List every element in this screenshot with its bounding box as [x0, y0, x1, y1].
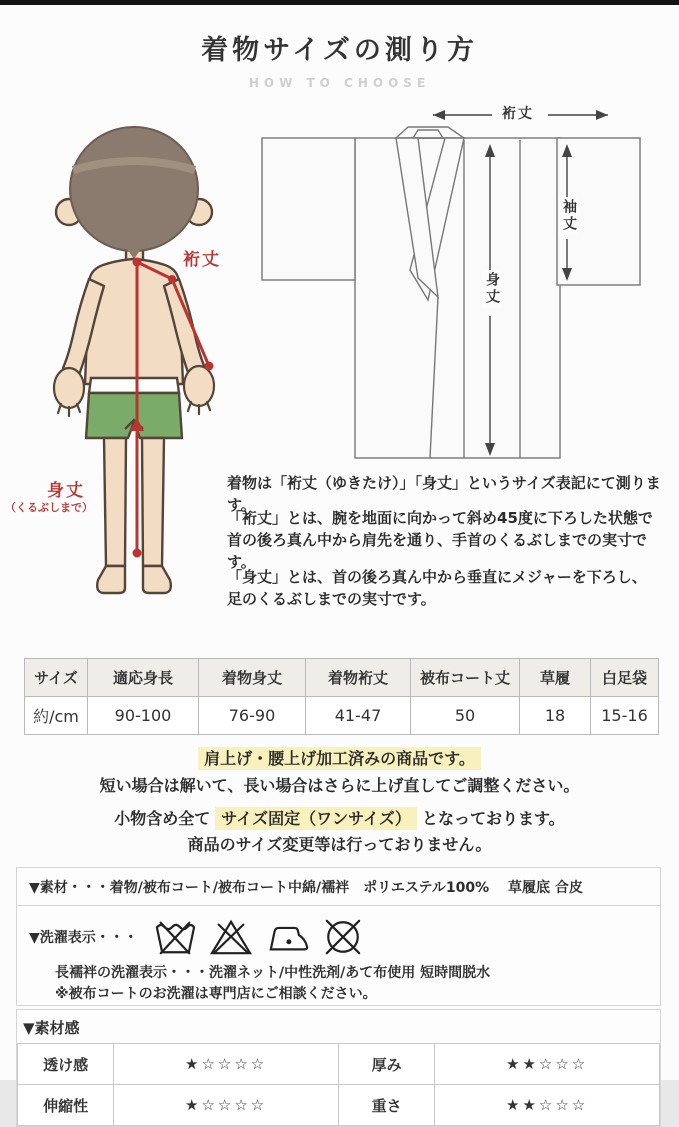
triangle-marker-icon: ▼ [29, 880, 40, 896]
boy-foot-left [97, 566, 125, 593]
do-not-bleach-icon [208, 917, 254, 957]
boy-hand-left [54, 368, 84, 408]
texture-section [16, 1009, 661, 1127]
description-yukitake-line2: 首の後ろ真ん中から肩先を通り、手首のくるぶしまでの実寸です。 [227, 531, 648, 571]
note-one-size-post: となっております。 [421, 809, 565, 828]
triangle-marker-icon: ▼ [29, 930, 40, 946]
size-table-header: 白足袋 [591, 659, 659, 697]
size-table-cell: 76-90 [199, 697, 306, 735]
texture-label: 厚み [338, 1044, 434, 1085]
top-border-bar [0, 0, 679, 5]
size-table-header: 着物裄丈 [306, 659, 411, 697]
boy-leg-right [142, 438, 164, 566]
size-table-cell: 90-100 [88, 697, 199, 735]
description-intro: 着物は「裄丈（ゆきたけ）」「身丈」というサイズ表記にて測ります。 [227, 474, 661, 514]
texture-label: 透け感 [18, 1044, 114, 1085]
note-adjusted [0, 746, 679, 769]
washing-juban-note: 長襦袢の洗濯表示・・・洗濯ネット/中性洗剤/あて布使用 短時間脱水 [55, 965, 491, 981]
boy-mitake-label: 身丈 [47, 481, 85, 501]
texture-row [18, 1044, 660, 1085]
texture-title-row [17, 1010, 660, 1043]
texture-title: 素材感 [34, 1019, 80, 1037]
texture-label: 重さ [338, 1085, 434, 1126]
texture-table [17, 1043, 660, 1126]
texture-row [18, 1085, 660, 1126]
description-mitake [227, 566, 672, 610]
star-rating: ★★☆☆☆ [435, 1085, 660, 1126]
kimono-sleeve-left [262, 138, 355, 280]
description-yukitake [227, 507, 672, 573]
size-table-cell: 約/cm [25, 697, 88, 735]
boy-foot-right [143, 566, 171, 593]
kimono-diagram [252, 100, 647, 470]
laundry-symbols [152, 917, 366, 957]
star-rating: ★☆☆☆☆ [114, 1044, 339, 1085]
kimono-collar-top [396, 127, 464, 138]
page-title: 着物サイズの測り方 [201, 35, 478, 66]
size-table [24, 658, 659, 735]
material-section [16, 867, 661, 906]
washing-section [16, 905, 661, 1006]
boy-measurement-illustration [25, 116, 240, 606]
boy-shorts [86, 393, 182, 438]
size-table-header: 適応身長 [88, 659, 199, 697]
texture-label: 伸縮性 [18, 1085, 114, 1126]
note-one-size-pre: 小物含め全て [114, 809, 211, 828]
washing-label-text: 洗濯表示・・・ [39, 930, 138, 946]
note-no-size-change: 商品のサイズ変更等は行っておりません。 [187, 835, 492, 854]
washing-symbols-row [29, 911, 648, 963]
boy-leg-left [104, 438, 126, 566]
description-mitake-line2: 足のくるぶしまでの実寸です。 [227, 590, 436, 608]
washing-coat-note: ※被布コートのお洗濯は専門店にご相談ください。 [55, 986, 377, 1002]
kimono-mitake-label: 身丈 [484, 272, 500, 306]
note-adjusted-highlight: 肩上げ・腰上げ加工済みの商品です。 [198, 747, 481, 770]
star-rating: ★★☆☆☆ [435, 1044, 660, 1085]
page-subtitle: HOW TO CHOOSE [248, 76, 431, 90]
description-yukitake-line1: 「裄丈」とは、腕を地面に向かって斜め45度に下ろした状態で [227, 509, 653, 527]
size-table-cell: 50 [411, 697, 520, 735]
star-rating: ★☆☆☆☆ [114, 1085, 339, 1126]
iron-low-icon [264, 917, 310, 957]
size-table-header: 被布コート丈 [411, 659, 520, 697]
boy-shorts-waistband [89, 378, 179, 393]
material-text: 素材・・・着物/被布コート/被布コート中綿/襦袢 ポリエステル100% 草履底 合皮 [39, 880, 583, 896]
size-table-header: 草履 [520, 659, 591, 697]
boy-hand-right [184, 366, 214, 406]
size-table-header-row [25, 659, 659, 697]
note-adjust-detail: 短い場合は解いて、長い場合はさらに上げ直してご調整ください。 [99, 776, 580, 795]
boy-head [70, 127, 198, 251]
size-table-cell: 15-16 [591, 697, 659, 735]
size-table-cell: 18 [520, 697, 591, 735]
description-mitake-line1: 「身丈」とは、首の後ろ真ん中から垂直にメジャーを下ろし、 [227, 568, 647, 586]
kimono-body [355, 138, 560, 458]
size-table-value-row [25, 697, 659, 735]
washing-label [29, 927, 138, 947]
kimono-yukitake-label: 裄丈 [493, 103, 543, 123]
triangle-marker-icon: ▼ [23, 1019, 35, 1037]
size-table-cell: 41-47 [306, 697, 411, 735]
do-not-wash-icon [152, 917, 198, 957]
note-one-size-highlight: サイズ固定（ワンサイズ） [215, 807, 416, 830]
note-one-size [0, 806, 679, 829]
size-table-header: サイズ [25, 659, 88, 697]
size-table-header: 着物身丈 [199, 659, 306, 697]
kimono-sodetake-label: 袖丈 [561, 199, 577, 233]
boy-yukitake-label: 裄丈 [183, 250, 221, 270]
do-not-dryclean-icon [320, 917, 366, 957]
boy-mitake-note: （くるぶしまで） [5, 501, 93, 514]
